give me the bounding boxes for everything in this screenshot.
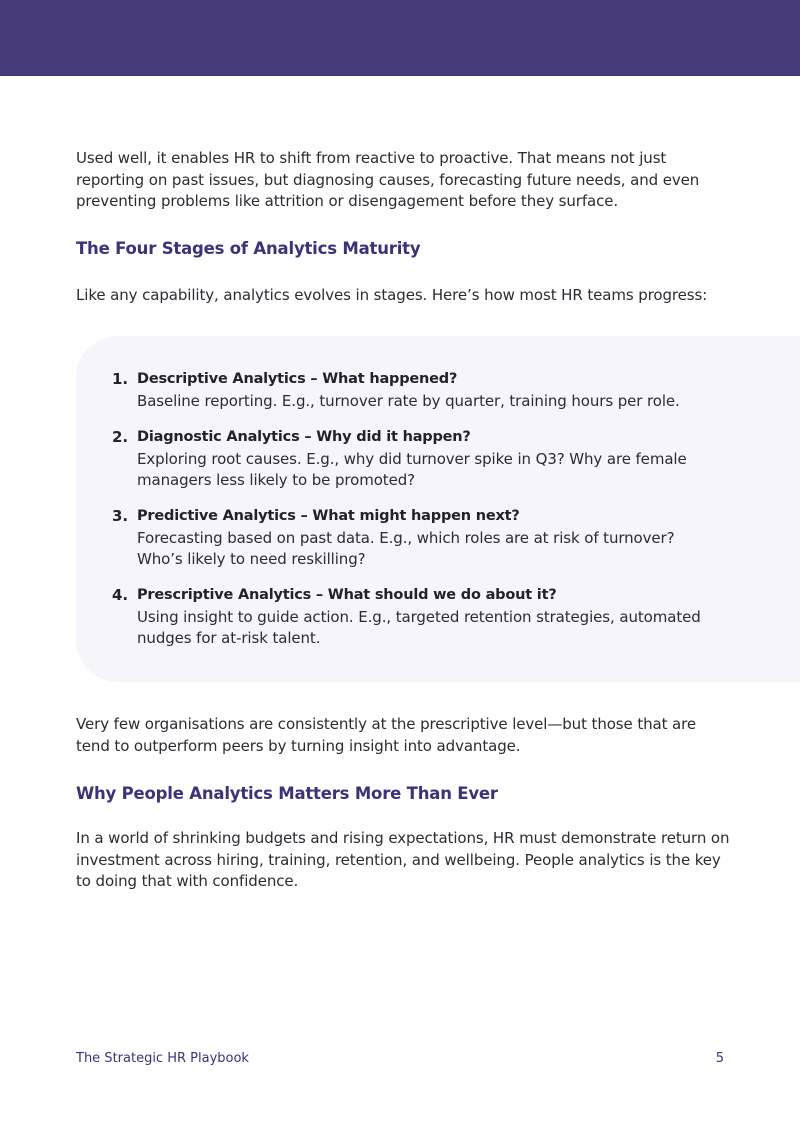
- stage-number: 3.: [112, 507, 129, 525]
- closing-paragraph: [76, 714, 736, 757]
- stage-number: 1.: [112, 370, 129, 388]
- intro-line-1: Used well, it enables HR to shift from reactive to proactive. That means not just: [76, 149, 667, 167]
- footer-page-number: 5: [715, 1051, 724, 1066]
- stages-lead-paragraph: Like any capability, analytics evolves in stages. Here’s how most HR teams progress:: [76, 286, 708, 304]
- footer-document-title: The Strategic HR Playbook: [76, 1051, 249, 1066]
- stage-title: Prescriptive Analytics – What should we do about it?: [137, 587, 557, 603]
- stage-description: [137, 449, 712, 492]
- why-line-2: investment across hiring, training, retention, and wellbeing. People analytics is the key: [76, 850, 721, 869]
- intro-paragraph: [76, 148, 736, 213]
- stage-description-line: Forecasting based on past data. E.g., which roles are at risk of turnover?: [137, 528, 675, 547]
- why-analytics-paragraph: [76, 828, 736, 893]
- stage-description-line: nudges for at-risk talent.: [137, 629, 321, 648]
- stage-title: Predictive Analytics – What might happen next?: [137, 508, 520, 524]
- stage-description: [137, 528, 712, 571]
- stage-description-line: Baseline reporting. E.g., turnover rate by quarter, training hours per role.: [137, 391, 680, 410]
- stage-title: Descriptive Analytics – What happened?: [137, 371, 458, 387]
- stage-description-line: Who’s likely to need reskilling?: [137, 550, 366, 569]
- section-heading-analytics-maturity: The Four Stages of Analytics Maturity: [76, 239, 421, 258]
- stage-description: [137, 607, 712, 650]
- stage-number: 4.: [112, 586, 129, 604]
- closing-line-1: Very few organisations are consistently at the prescriptive level—but those that are: [76, 715, 697, 733]
- why-line-1: In a world of shrinking budgets and rising expectations, HR must demonstrate return on: [76, 829, 730, 847]
- stage-number: 2.: [112, 428, 129, 446]
- top-banner: [0, 0, 800, 76]
- stage-description-line: Using insight to guide action. E.g., targeted retention strategies, automated: [137, 607, 701, 626]
- intro-line-2: reporting on past issues, but diagnosing causes, forecasting future needs, and even: [76, 170, 700, 189]
- intro-line-3: preventing problems like attrition or disengagement before they surface.: [76, 192, 619, 211]
- section-heading-why-people-analytics: Why People Analytics Matters More Than Ever: [76, 784, 498, 803]
- closing-line-2: tend to outperform peers by turning insight into advantage.: [76, 736, 521, 755]
- stage-description-line: managers less likely to be promoted?: [137, 471, 415, 490]
- stage-description-line: Exploring root causes. E.g., why did turnover spike in Q3? Why are female: [137, 449, 687, 468]
- why-line-3: to doing that with confidence.: [76, 872, 299, 891]
- stage-description: [137, 391, 712, 413]
- stage-title: Diagnostic Analytics – Why did it happen?: [137, 429, 471, 445]
